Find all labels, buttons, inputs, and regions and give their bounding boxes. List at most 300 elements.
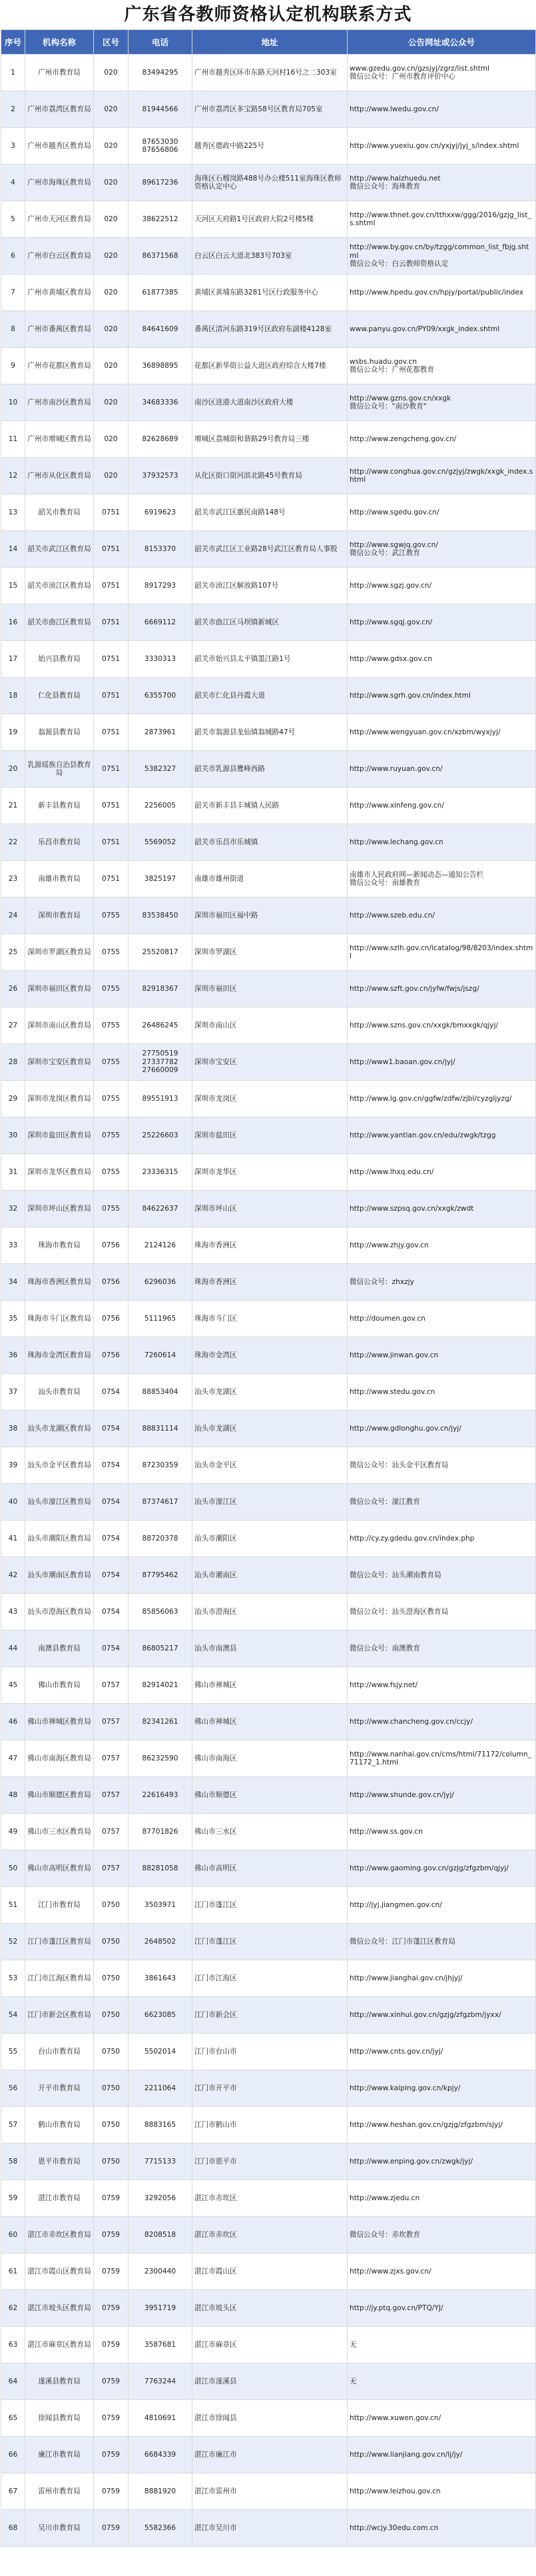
address: 广州市越秀区环市东路天河村16号之二303室 xyxy=(192,55,348,91)
address: 白云区白云大道北383号703室 xyxy=(192,238,348,275)
phone: 2873961 xyxy=(129,714,192,751)
table-row xyxy=(1,934,536,971)
org-name: 韶关市教育局 xyxy=(25,494,94,531)
phone: 34683336 xyxy=(129,384,192,421)
table-row xyxy=(1,1704,536,1740)
phone: 88281058 xyxy=(129,1850,192,1887)
area-code: 0751 xyxy=(94,861,129,898)
table-row xyxy=(1,1007,536,1044)
website[interactable]: 微信公众号：zhxzjy xyxy=(348,1264,536,1301)
website[interactable]: 微信公众号：江门市蓬江区教育局 xyxy=(348,1924,536,1960)
website[interactable]: http://www.xinfeng.gov.cn/ xyxy=(348,788,536,824)
org-name: 佛山市高明区教育局 xyxy=(25,1850,94,1887)
org-name: 珠海市香洲区教育局 xyxy=(25,1264,94,1301)
website[interactable]: http://www.gzns.gov.cn/xxgk 微信公众号："南沙教育" xyxy=(348,384,536,421)
row-number: 6 xyxy=(1,238,25,275)
area-code: 0755 xyxy=(94,1044,129,1081)
org-name: 韶关市武江区教育局 xyxy=(25,531,94,568)
address: 深圳市盐田区 xyxy=(192,1117,348,1154)
website[interactable]: wsbs.huadu.gov.cn 微信公众号：广州花都教育 xyxy=(348,348,536,384)
org-name: 恩平市教育局 xyxy=(25,2144,94,2180)
website[interactable]: 微信公众号：汕头澄海区教育局 xyxy=(348,1594,536,1630)
website[interactable]: http://www.shunde.gov.cn/jyj/ xyxy=(348,1777,536,1814)
phone: 5582366 xyxy=(129,2510,192,2547)
row-number: 61 xyxy=(1,2254,25,2290)
area-code: 0755 xyxy=(94,971,129,1007)
website[interactable]: http://jyj.jiangmen.gov.cn/ xyxy=(348,1887,536,1924)
website[interactable]: http://www.wengyuan.gov.cn/xzbm/wyxjyj/ xyxy=(348,714,536,751)
website[interactable]: http://www.zjxs.gov.cn/ xyxy=(348,2254,536,2290)
area-code: 020 xyxy=(94,348,129,384)
address: 广州市荔湾区多宝路58号区教育局705室 xyxy=(192,91,348,128)
table-row xyxy=(1,1630,536,1667)
website[interactable]: http://www.fsjy.net/ xyxy=(348,1667,536,1704)
website[interactable]: http://www.zhjy.gov.cn xyxy=(348,1227,536,1264)
phone: 25226603 xyxy=(129,1117,192,1154)
area-code: 0750 xyxy=(94,1924,129,1960)
row-number: 40 xyxy=(1,1484,25,1521)
row-number: 17 xyxy=(1,641,25,678)
table-row xyxy=(1,788,536,824)
table-row xyxy=(1,2473,536,2510)
area-code: 020 xyxy=(94,128,129,165)
phone: 37932573 xyxy=(129,458,192,494)
website[interactable]: http://www.stedu.gov.cn xyxy=(348,1374,536,1411)
area-code: 020 xyxy=(94,311,129,348)
website[interactable]: www.panyu.gov.cn/PY09/xxgk_index.shtml xyxy=(348,311,536,348)
area-code: 0751 xyxy=(94,714,129,751)
org-name: 珠海市教育局 xyxy=(25,1227,94,1264)
table-row xyxy=(1,1667,536,1704)
website[interactable]: http://cy.zy.gdedu.gov.cn/index.php xyxy=(348,1521,536,1557)
area-code: 020 xyxy=(94,91,129,128)
phone: 82628689 xyxy=(129,421,192,458)
phone: 86805217 xyxy=(129,1630,192,1667)
area-code: 0759 xyxy=(94,2290,129,2327)
website[interactable]: http://www.xuwen.gov.cn/ xyxy=(348,2400,536,2437)
table-row xyxy=(1,91,536,128)
website[interactable]: http://www.zengcheng.gov.cn/ xyxy=(348,421,536,458)
phone: 86232590 xyxy=(129,1740,192,1777)
phone: 8881920 xyxy=(129,2473,192,2510)
org-name: 廉江市教育局 xyxy=(25,2437,94,2473)
row-number: 62 xyxy=(1,2290,25,2327)
address: 韶关市乳源县鹰峰西路 xyxy=(192,751,348,788)
org-name: 广州市从化区教育局 xyxy=(25,458,94,494)
area-code: 0755 xyxy=(94,934,129,971)
row-number: 45 xyxy=(1,1667,25,1704)
phone: 87701826 xyxy=(129,1814,192,1850)
address: 汕头市潮阳区 xyxy=(192,1521,348,1557)
column-header-no: 序号 xyxy=(1,30,25,55)
phone: 88720378 xyxy=(129,1521,192,1557)
phone: 87795462 xyxy=(129,1557,192,1594)
table-row xyxy=(1,898,536,934)
website[interactable]: http://www.xinhui.gov.cn/gzjg/zfgzbm/jyxx/ xyxy=(348,1997,536,2034)
row-number: 50 xyxy=(1,1850,25,1887)
website[interactable]: http://www.gaoming.gov.cn/gzjg/zfgzbm/qjyj/ xyxy=(348,1850,536,1887)
table-row xyxy=(1,458,536,494)
row-number: 11 xyxy=(1,421,25,458)
org-name: 珠海市斗门区教育局 xyxy=(25,1301,94,1337)
row-number: 55 xyxy=(1,2034,25,2070)
table-row xyxy=(1,1850,536,1887)
table-row xyxy=(1,55,536,91)
org-name: 深圳市教育局 xyxy=(25,898,94,934)
org-name: 广州市天河区教育局 xyxy=(25,201,94,238)
phone: 6669112 xyxy=(129,604,192,641)
phone: 22616493 xyxy=(129,1777,192,1814)
table-row xyxy=(1,604,536,641)
phone: 85856063 xyxy=(129,1594,192,1630)
org-name: 深圳市盐田区教育局 xyxy=(25,1117,94,1154)
table-row xyxy=(1,1447,536,1484)
address: 花都区新华街公益大道区政府综合大楼7楼 xyxy=(192,348,348,384)
area-code: 020 xyxy=(94,201,129,238)
website[interactable]: http://www.szft.gov.cn/jyfw/fwjs/jszg/ xyxy=(348,971,536,1007)
org-name: 江门市蓬江区教育局 xyxy=(25,1924,94,1960)
area-code: 0759 xyxy=(94,2437,129,2473)
row-number: 57 xyxy=(1,2107,25,2144)
org-name: 江门市新会区教育局 xyxy=(25,1997,94,2034)
row-number: 16 xyxy=(1,604,25,641)
row-number: 36 xyxy=(1,1337,25,1374)
website[interactable]: http://www.cnts.gov.cn/jyj/ xyxy=(348,2034,536,2070)
address: 从化区街口街河滨北路45号教育局 xyxy=(192,458,348,494)
phone: 84641609 xyxy=(129,311,192,348)
table-row xyxy=(1,1264,536,1301)
website[interactable]: http://www.gdsx.gov.cn xyxy=(348,641,536,678)
website[interactable]: http://www.sgzj.gov.cn/ xyxy=(348,568,536,604)
website[interactable]: http://www.gdlonghu.gov.cn/jyj/ xyxy=(348,1411,536,1447)
website[interactable]: http://www.haizhuedu.net 微信公众号：海珠教育 xyxy=(348,165,536,201)
phone: 8208518 xyxy=(129,2217,192,2254)
website[interactable]: http://www.sgedu.gov.cn/ xyxy=(348,494,536,531)
org-name: 深圳市福田区教育局 xyxy=(25,971,94,1007)
website[interactable]: http://www.conghua.gov.cn/gzjyj/zwgk/xxgk_index.shtml xyxy=(348,458,536,494)
address: 江门市恩平市 xyxy=(192,2144,348,2180)
website[interactable]: http://www.lhxq.edu.cn/ xyxy=(348,1154,536,1191)
row-number: 63 xyxy=(1,2327,25,2363)
area-code: 0750 xyxy=(94,1997,129,2034)
org-name: 乐昌市教育局 xyxy=(25,824,94,861)
org-name: 江门市江海区教育局 xyxy=(25,1960,94,1997)
area-code: 020 xyxy=(94,238,129,275)
org-name: 深圳市龙华区教育局 xyxy=(25,1154,94,1191)
address: 江门市新会区 xyxy=(192,1997,348,2034)
table-row xyxy=(1,494,536,531)
area-code: 020 xyxy=(94,55,129,91)
phone: 3951719 xyxy=(129,2290,192,2327)
area-code: 0757 xyxy=(94,1850,129,1887)
website[interactable]: http://www.szlh.gov.cn/icatalog/98/8203/index.shtml xyxy=(348,934,536,971)
row-number: 46 xyxy=(1,1704,25,1740)
address: 南沙区进港大道南沙区政府大楼 xyxy=(192,384,348,421)
area-code: 0757 xyxy=(94,1777,129,1814)
website[interactable]: http://www.jinwan.gov.cn xyxy=(348,1337,536,1374)
website[interactable]: www.gzedu.gov.cn/gzsjyj/zgrz/list.shtml 微信公众号：广州市教育评价中心 xyxy=(348,55,536,91)
phone: 36898895 xyxy=(129,348,192,384)
table-row xyxy=(1,2070,536,2107)
website[interactable]: http://www.jianghai.gov.cn/jhjyj/ xyxy=(348,1960,536,1997)
phone: 8917293 xyxy=(129,568,192,604)
website[interactable]: 无 xyxy=(348,2327,536,2363)
row-number: 19 xyxy=(1,714,25,751)
table-row xyxy=(1,2400,536,2437)
table-row xyxy=(1,1960,536,1997)
area-code: 0754 xyxy=(94,1447,129,1484)
area-code: 0751 xyxy=(94,824,129,861)
table-row xyxy=(1,238,536,275)
website[interactable]: 微信公众号：南澳教育 xyxy=(348,1630,536,1667)
org-name: 湛江市麻章区教育局 xyxy=(25,2327,94,2363)
row-number: 33 xyxy=(1,1227,25,1264)
row-number: 15 xyxy=(1,568,25,604)
phone: 88853404 xyxy=(129,1374,192,1411)
org-name: 开平市教育局 xyxy=(25,2070,94,2107)
website[interactable]: 微信公众号：赤坎教育 xyxy=(348,2217,536,2254)
column-header-address: 地址 xyxy=(192,30,348,55)
phone: 83538450 xyxy=(129,898,192,934)
website[interactable]: http://www.ruyuan.gov.cn/ xyxy=(348,751,536,788)
phone: 6919623 xyxy=(129,494,192,531)
org-name: 汕头市澄海区教育局 xyxy=(25,1594,94,1630)
website[interactable]: http://www.enping.gov.cn/zwgk/jyj/ xyxy=(348,2144,536,2180)
website[interactable]: http://www.by.gov.cn/by/tzgg/common_list_fbjg.shtml 微信公众号：白云教师资格认定 xyxy=(348,238,536,275)
contact-table xyxy=(1,29,536,2547)
website[interactable]: http://www.sgrh.gov.cn/index.html xyxy=(348,678,536,714)
org-name: 台山市教育局 xyxy=(25,2034,94,2070)
address: 江门市鹤山市 xyxy=(192,2107,348,2144)
table-row xyxy=(1,2510,536,2547)
area-code: 020 xyxy=(94,458,129,494)
area-code: 020 xyxy=(94,384,129,421)
address: 韶关市始兴县太平镇墨江路1号 xyxy=(192,641,348,678)
org-name: 湛江市赤坎区教育局 xyxy=(25,2217,94,2254)
row-number: 27 xyxy=(1,1007,25,1044)
phone: 2256005 xyxy=(129,788,192,824)
row-number: 30 xyxy=(1,1117,25,1154)
org-name: 湛江市教育局 xyxy=(25,2180,94,2217)
area-code: 0754 xyxy=(94,1521,129,1557)
phone: 3330313 xyxy=(129,641,192,678)
website[interactable]: http://www.szeb.edu.cn/ xyxy=(348,898,536,934)
org-name: 汕头市濠江区教育局 xyxy=(25,1484,94,1521)
row-number: 35 xyxy=(1,1301,25,1337)
website[interactable]: http://www.lg.gov.cn/ggfw/zdfw/zjbl/cyzgljyzg/ xyxy=(348,1081,536,1117)
address: 深圳市罗湖区 xyxy=(192,934,348,971)
phone: 6623085 xyxy=(129,1997,192,2034)
website[interactable]: http://www.heshan.gov.cn/gzjg/zfgzbm/sjyj/ xyxy=(348,2107,536,2144)
row-number: 56 xyxy=(1,2070,25,2107)
table-row xyxy=(1,714,536,751)
website[interactable]: 微信公众号：濠江教育 xyxy=(348,1484,536,1521)
website[interactable]: http://www.szpsq.gov.cn/xxgk/zwdt xyxy=(348,1191,536,1227)
org-name: 遂溪县教育局 xyxy=(25,2363,94,2400)
phone: 3292056 xyxy=(129,2180,192,2217)
address: 汕头市濠江区 xyxy=(192,1484,348,1521)
address: 湛江市徐闻县 xyxy=(192,2400,348,2437)
table-row xyxy=(1,1044,536,1081)
website[interactable]: http://www.lwedu.gov.cn/ xyxy=(348,91,536,128)
table-row xyxy=(1,1301,536,1337)
area-code: 0759 xyxy=(94,2473,129,2510)
area-code: 0755 xyxy=(94,1117,129,1154)
phone: 6684339 xyxy=(129,2437,192,2473)
website[interactable]: http://www.hpedu.gov.cn/hpjy/portal/public/index xyxy=(348,275,536,311)
table-row xyxy=(1,1740,536,1777)
phone: 87374617 xyxy=(129,1484,192,1521)
phone: 89551913 xyxy=(129,1081,192,1117)
row-number: 4 xyxy=(1,165,25,201)
website[interactable]: http://www.nanhai.gov.cn/cms/html/71172/column_71172_1.html xyxy=(348,1740,536,1777)
table-row xyxy=(1,421,536,458)
website[interactable]: 无 xyxy=(348,2363,536,2400)
row-number: 21 xyxy=(1,788,25,824)
org-name: 始兴县教育局 xyxy=(25,641,94,678)
phone: 87230359 xyxy=(129,1447,192,1484)
phone: 8883165 xyxy=(129,2107,192,2144)
website[interactable]: http://wcjy.30edu.com.cn xyxy=(348,2510,536,2547)
row-number: 13 xyxy=(1,494,25,531)
website[interactable]: http://doumen.gov.cn xyxy=(348,1301,536,1337)
org-name: 佛山市禅城区教育局 xyxy=(25,1704,94,1740)
area-code: 0759 xyxy=(94,2180,129,2217)
website[interactable]: http://www.sgwjq.gov.cn/ 微信公众号：武江教育 xyxy=(348,531,536,568)
address: 佛山市高明区 xyxy=(192,1850,348,1887)
address: 深圳市坪山区 xyxy=(192,1191,348,1227)
org-name: 广州市越秀区教育局 xyxy=(25,128,94,165)
row-number: 12 xyxy=(1,458,25,494)
address: 湛江市麻章区 xyxy=(192,2327,348,2363)
row-number: 28 xyxy=(1,1044,25,1081)
website[interactable]: http://www.yuexiu.gov.cn/yxjyj/jyj_s/index.shtml xyxy=(348,128,536,165)
website[interactable]: 微信公众号：汕头潮南教育局 xyxy=(348,1557,536,1594)
phone: 82918367 xyxy=(129,971,192,1007)
table-row xyxy=(1,1887,536,1924)
area-code: 0750 xyxy=(94,2034,129,2070)
website[interactable]: http://www.zjedu.cn xyxy=(348,2180,536,2217)
website[interactable]: http://www.ss.gov.cn xyxy=(348,1814,536,1850)
address: 韶关市曲江区马坝镇新城区 xyxy=(192,604,348,641)
phone: 5111965 xyxy=(129,1301,192,1337)
row-number: 51 xyxy=(1,1887,25,1924)
address: 深圳市宝安区 xyxy=(192,1044,348,1081)
address: 湛江市廉江市 xyxy=(192,2437,348,2473)
org-name: 韶关市浈江区教育局 xyxy=(25,568,94,604)
table-row xyxy=(1,1814,536,1850)
row-number: 66 xyxy=(1,2437,25,2473)
address: 佛山市南海区 xyxy=(192,1740,348,1777)
website[interactable]: 南雄市人民政府网—新闻动态—通知公告栏 微信公众号：南雄教育 xyxy=(348,861,536,898)
address: 湛江市霞山区 xyxy=(192,2254,348,2290)
website[interactable]: http://www.szns.gov.cn/xxgk/bmxxgk/qjyj/ xyxy=(348,1007,536,1044)
address: 韶关市武江区惠民南路148号 xyxy=(192,494,348,531)
row-number: 25 xyxy=(1,934,25,971)
address: 汕头市南澳县 xyxy=(192,1630,348,1667)
org-name: 吴川市教育局 xyxy=(25,2510,94,2547)
phone: 83494295 xyxy=(129,55,192,91)
table-row xyxy=(1,678,536,714)
address: 深圳市龙华区 xyxy=(192,1154,348,1191)
website[interactable]: http://www1.baoan.gov.cn/jyj/ xyxy=(348,1044,536,1081)
area-code: 0759 xyxy=(94,2400,129,2437)
org-name: 乳源瑶族自治县教育局 xyxy=(25,751,94,788)
phone: 7260614 xyxy=(129,1337,192,1374)
address: 深圳市南山区 xyxy=(192,1007,348,1044)
address: 汕头市潮南区 xyxy=(192,1557,348,1594)
phone: 4810691 xyxy=(129,2400,192,2437)
org-name: 汕头市潮南区教育局 xyxy=(25,1557,94,1594)
row-number: 34 xyxy=(1,1264,25,1301)
table-row xyxy=(1,1521,536,1557)
phone: 87653030 87656806 xyxy=(129,128,192,165)
address: 佛山市禅城区 xyxy=(192,1704,348,1740)
table-header-row xyxy=(1,30,536,55)
website[interactable]: 微信公众号：汕头金平区教育局 xyxy=(348,1447,536,1484)
website[interactable]: http://www.thnet.gov.cn/tthxxw/ggg/2016/gzjg_list_s.shtml xyxy=(348,201,536,238)
address: 越秀区德政中路225号 xyxy=(192,128,348,165)
address: 湛江市坡头区 xyxy=(192,2290,348,2327)
table-row xyxy=(1,1154,536,1191)
table-row xyxy=(1,1227,536,1264)
row-number: 20 xyxy=(1,751,25,788)
address: 汕头市龙湖区 xyxy=(192,1374,348,1411)
address: 佛山市禅城区 xyxy=(192,1667,348,1704)
phone: 81944566 xyxy=(129,91,192,128)
area-code: 0759 xyxy=(94,2327,129,2363)
table-row xyxy=(1,2180,536,2217)
website[interactable]: http://www.kaiping.gov.cn/kpjy/ xyxy=(348,2070,536,2107)
row-number: 3 xyxy=(1,128,25,165)
website[interactable]: http://jy.ptq.gov.cn/PTQ/YJ/ xyxy=(348,2290,536,2327)
row-number: 32 xyxy=(1,1191,25,1227)
table-row xyxy=(1,2107,536,2144)
phone: 38622512 xyxy=(129,201,192,238)
address: 湛江市赤坎区 xyxy=(192,2180,348,2217)
table-row xyxy=(1,1484,536,1521)
table-row xyxy=(1,2327,536,2363)
row-number: 23 xyxy=(1,861,25,898)
address: 汕头市龙湖区 xyxy=(192,1411,348,1447)
table-row xyxy=(1,165,536,201)
website[interactable]: http://www.leizhou.gov.cn xyxy=(348,2473,536,2510)
row-number: 64 xyxy=(1,2363,25,2400)
row-number: 44 xyxy=(1,1630,25,1667)
address: 湛江市雷州市 xyxy=(192,2473,348,2510)
website[interactable]: http://www.yantian.gov.cn/edu/zwgk/tzgg xyxy=(348,1117,536,1154)
row-number: 65 xyxy=(1,2400,25,2437)
column-header-website: 公告网址或公众号 xyxy=(348,30,536,55)
row-number: 41 xyxy=(1,1521,25,1557)
org-name: 广州市荔湾区教育局 xyxy=(25,91,94,128)
row-number: 10 xyxy=(1,384,25,421)
address: 佛山市三水区 xyxy=(192,1814,348,1850)
address: 韶关市新丰县丰城镇人民路 xyxy=(192,788,348,824)
website[interactable]: http://www.lechang.gov.cn xyxy=(348,824,536,861)
area-code: 0750 xyxy=(94,2107,129,2144)
table-row xyxy=(1,1777,536,1814)
website[interactable]: http://www.sgqj.gov.cn/ xyxy=(348,604,536,641)
org-name: 汕头市金平区教育局 xyxy=(25,1447,94,1484)
row-number: 29 xyxy=(1,1081,25,1117)
row-number: 59 xyxy=(1,2180,25,2217)
org-name: 广州市南沙区教育局 xyxy=(25,384,94,421)
table-row xyxy=(1,1117,536,1154)
website[interactable]: http://www.chancheng.gov.cn/ccjy/ xyxy=(348,1704,536,1740)
website[interactable]: http://www.lianjiang.gov.cn/lj/jy/ xyxy=(348,2437,536,2473)
address: 韶关市武江区工业路28号武江区教育局人事股 xyxy=(192,531,348,568)
